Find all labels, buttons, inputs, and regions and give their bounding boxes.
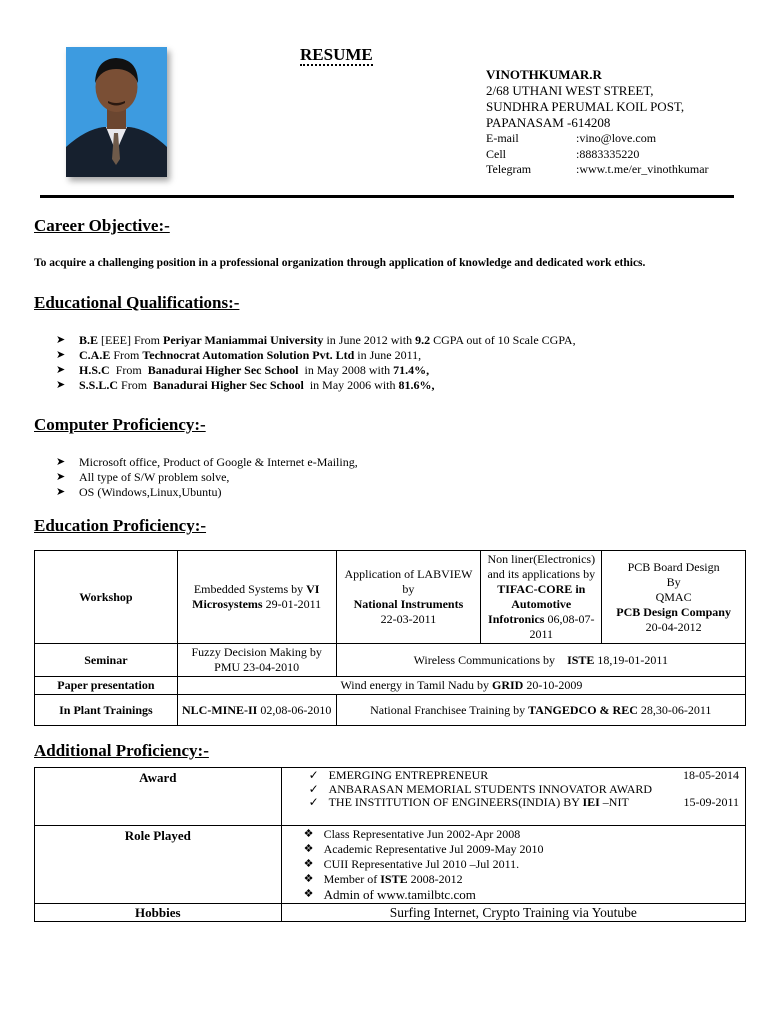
- computer-list: [56, 455, 358, 500]
- education-heading: Educational Qualifications:-: [34, 293, 240, 312]
- table-cell: Embedded Systems by VI Microsystems 29-01-2011: [177, 551, 336, 644]
- table-cell: National Franchisee Training by TANGEDCO & REC 28,30-06-2011: [336, 695, 745, 726]
- table-row: [35, 644, 746, 677]
- list-item: ❖ Class Representative Jun 2002-Apr 2008: [302, 827, 739, 842]
- award-list: [307, 769, 739, 810]
- cell-row: [486, 147, 709, 163]
- telegram-row: [486, 162, 709, 178]
- table-cell: NLC-MINE-II 02,08-06-2010: [177, 695, 336, 726]
- applicant-name: VINOTHKUMAR.R: [486, 67, 602, 82]
- table-cell: Non liner(Electronics) and its applications by TIFAC-CORE in Automotive Infotronics 06,08-07-2011: [481, 551, 602, 644]
- table-row: [35, 904, 746, 922]
- inplant-label: In Plant Trainings: [35, 695, 178, 726]
- resume-title: RESUME: [300, 45, 373, 64]
- education-list: [56, 333, 576, 393]
- telegram-value[interactable]: :www.t.me/er_vinothkumar: [576, 162, 709, 176]
- role-label: Role Played: [35, 826, 282, 904]
- table-row: [35, 768, 746, 826]
- email-row: [486, 131, 709, 147]
- list-item: ➤ Microsoft office, Product of Google & Internet e-Mailing,: [56, 455, 358, 470]
- table-cell: Application of LABVIEW by National Instruments 22-03-2011: [336, 551, 481, 644]
- contact-block: [486, 67, 709, 178]
- table-cell: Wireless Communications by ISTE 18,19-01-2011: [336, 644, 745, 677]
- hobbies-value: Surfing Internet, Crypto Training via Youtube: [281, 904, 745, 922]
- cell-value: :8883335220: [576, 146, 640, 161]
- list-item: ➤ All type of S/W problem solve,: [56, 470, 358, 485]
- list-item: ✓ ANBARASAN MEMORIAL STUDENTS INNOVATOR AWARD: [307, 783, 739, 797]
- award-label: Award: [35, 768, 282, 826]
- cell-label: Cell: [486, 146, 506, 161]
- list-item: ❖ Member of ISTE 2008-2012: [302, 872, 739, 887]
- table-row: [35, 551, 746, 644]
- table-cell: [281, 826, 745, 904]
- table-cell: Wind energy in Tamil Nadu by GRID 20-10-2009: [177, 677, 745, 695]
- list-item: ➤ C.A.E From Technocrat Automation Solution Pvt. Ltd in June 2011,: [56, 348, 576, 363]
- career-heading: Career Objective:-: [34, 216, 170, 235]
- table-cell: [281, 768, 745, 826]
- email-value[interactable]: :vino@love.com: [576, 131, 657, 145]
- telegram-label: Telegram: [486, 162, 532, 176]
- table-cell: Fuzzy Decision Making by PMU 23-04-2010: [177, 644, 336, 677]
- workshop-label: Workshop: [35, 551, 178, 644]
- table-row: [35, 826, 746, 904]
- additional-heading: Additional Proficiency:-: [34, 741, 209, 760]
- table-row: [35, 695, 746, 726]
- list-item: ✓ THE INSTITUTION OF ENGINEERS(INDIA) BY IEI –NIT 15-09-2011: [307, 796, 739, 810]
- list-item: ❖ Admin of www.tamilbtc.com: [302, 887, 739, 902]
- career-text: To acquire a challenging position in a professional organization through application of knowledge and dedicated work ethics.: [34, 257, 646, 269]
- edu-prof-heading: Education Proficiency:-: [34, 516, 207, 535]
- table-cell: PCB Board Design By QMAC PCB Design Company 20-04-2012: [602, 551, 746, 644]
- list-item: ➤ B.E [EEE] From Periyar Maniammai University in June 2012 with 9.2 CGPA out of 10 Scale CGPA,: [56, 333, 576, 348]
- additional-table: [34, 767, 746, 922]
- table-row: [35, 677, 746, 695]
- paper-label: Paper presentation: [35, 677, 178, 695]
- address-line: SUNDHRA PERUMAL KOIL POST,: [486, 99, 685, 114]
- address-line: 2/68 UTHANI WEST STREET,: [486, 83, 654, 98]
- list-item: ❖ Academic Representative Jul 2009-May 2010: [302, 842, 739, 857]
- hobbies-label: Hobbies: [35, 904, 282, 922]
- list-item: ➤ S.S.L.C From Banadurai Higher Sec School in May 2006 with 81.6%,: [56, 378, 576, 393]
- email-label: E-mail: [486, 131, 519, 145]
- computer-heading: Computer Proficiency:-: [34, 415, 206, 434]
- list-item: ➤ OS (Windows,Linux,Ubuntu): [56, 485, 358, 500]
- list-item: ❖ CUII Representative Jul 2010 –Jul 2011.: [302, 857, 739, 872]
- edu-prof-table: [34, 550, 746, 726]
- role-list: [302, 827, 739, 902]
- address-line: PAPANASAM -614208: [486, 115, 611, 130]
- header-divider: [40, 195, 734, 198]
- profile-photo: [66, 47, 167, 177]
- list-item: ➤ H.S.C From Banadurai Higher Sec School in May 2008 with 71.4%,: [56, 363, 576, 378]
- seminar-label: Seminar: [35, 644, 178, 677]
- list-item: ✓ EMERGING ENTREPRENEUR 18-05-2014: [307, 769, 739, 783]
